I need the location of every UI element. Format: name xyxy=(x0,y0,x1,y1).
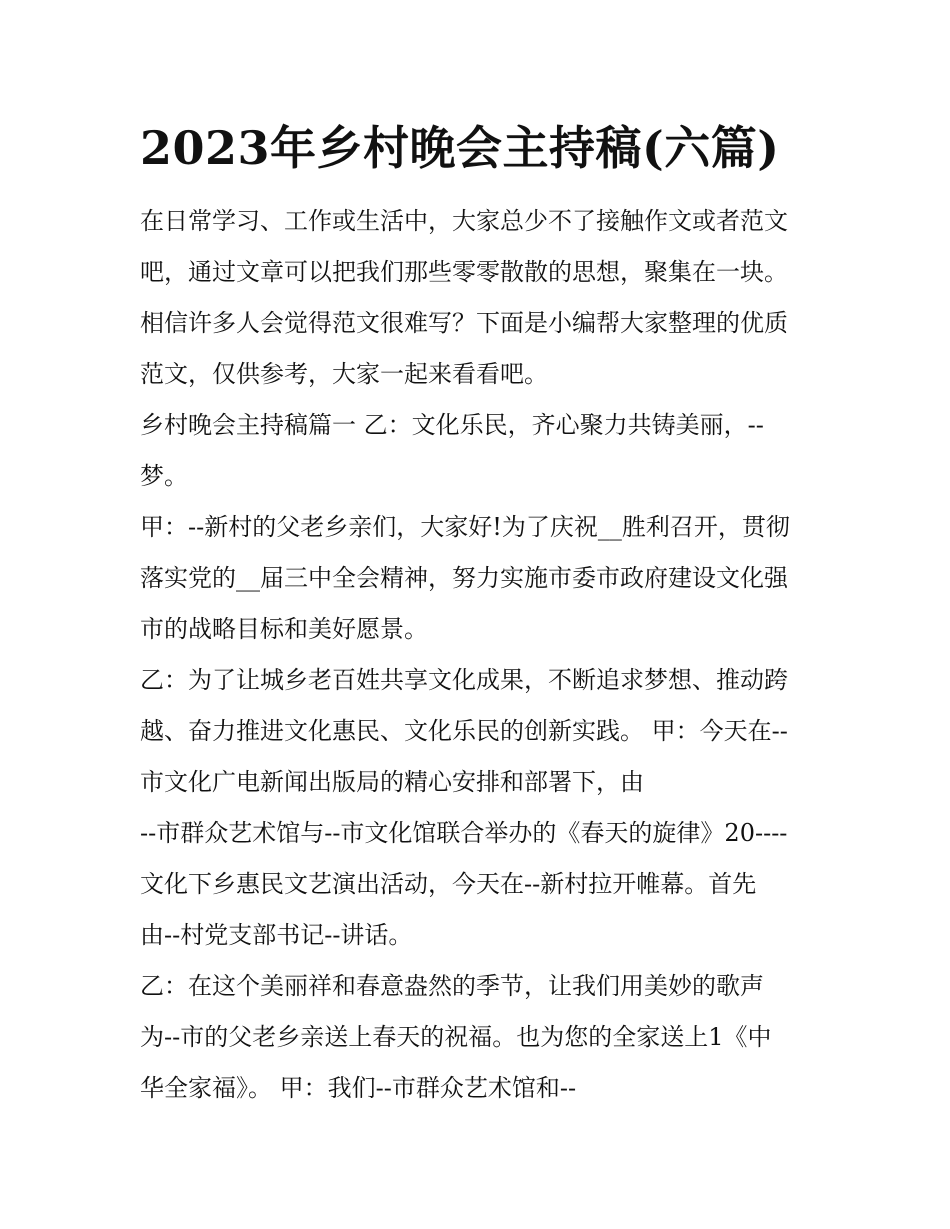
text-line: 梦。 xyxy=(140,462,188,490)
text-line: 吧，通过文章可以把我们那些零零散散的思想，聚集在一块。 xyxy=(140,258,788,286)
text-line: 在日常学习、工作或生活中，大家总少不了接触作文或者范文 xyxy=(140,207,788,235)
text-line: 落实党的__届三中全会精神，努力实施市委市政府建设文化强 xyxy=(140,564,788,592)
text-line: 为--市的父老乡亲送上春天的祝福。也为您的全家送上1《中 xyxy=(140,1023,772,1051)
document-title: 2023年乡村晚会主持稿(六篇) xyxy=(140,121,780,175)
text-line: 甲：--新村的父老乡亲们，大家好!为了庆祝__胜利召开，贯彻 xyxy=(140,513,790,541)
text-line: 市的战略目标和美好愿景。 xyxy=(140,615,428,643)
text-line: --市群众艺术馆与--市文化馆联合举办的《春天的旋律》20---- xyxy=(140,819,788,847)
text-line: 乙：为了让城乡老百姓共享文化成果，不断追求梦想、推动跨 xyxy=(140,666,788,694)
text-line: 文化下乡惠民文艺演出活动，今天在--新村拉开帷幕。首先 xyxy=(140,870,757,898)
text-line: 范文，仅供参考，大家一起来看看吧。 xyxy=(140,360,548,388)
text-line: 越、奋力推进文化惠民、文化乐民的创新实践。 甲：今天在-- xyxy=(140,717,788,745)
text-line: 乡村晚会主持稿篇一 乙：文化乐民，齐心聚力共铸美丽，-- xyxy=(140,411,764,439)
text-line: 乙：在这个美丽祥和春意盎然的季节，让我们用美妙的歌声 xyxy=(140,972,764,1000)
text-line: 华全家福》。 甲：我们--市群众艺术馆和-- xyxy=(140,1074,577,1102)
text-line: 市文化广电新闻出版局的精心安排和部署下，由 xyxy=(140,768,644,796)
text-line: 相信许多人会觉得范文很难写？下面是小编帮大家整理的优质 xyxy=(140,309,788,337)
text-line: 由--村党支部书记--讲话。 xyxy=(140,921,413,949)
document-body xyxy=(140,196,820,1114)
